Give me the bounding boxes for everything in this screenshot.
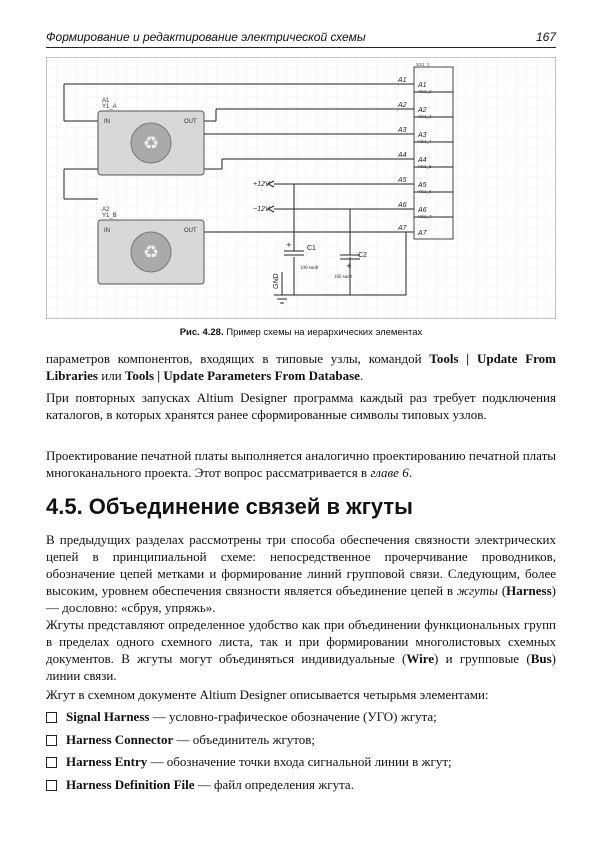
svg-text:C2: C2 <box>358 252 367 259</box>
section-heading: 4.5. Объединение связей в жгуты <box>46 494 413 519</box>
paragraph-6: Жгут в схемном документе Altium Designer описывается четырьмя элементами: <box>46 687 489 702</box>
svg-text:XS1_2: XS1_2 <box>418 89 432 94</box>
list-item: Harness Definition File — файл определения жгута. <box>46 777 556 800</box>
recycle-icon: ♻ <box>143 242 160 263</box>
list-item: Harness Connector — объединитель жгутов; <box>46 732 556 755</box>
svg-text:A2: A2 <box>102 207 110 213</box>
paragraph-1: параметров компонентов, входящих в типовые узлы, командой Tools | Update From Libraries или Tools | Update Parameters From Database. <box>46 351 556 383</box>
svg-text:A2: A2 <box>398 102 407 109</box>
page-header <box>46 30 556 46</box>
schematic-figure <box>46 57 556 319</box>
svg-text:XS1_1: XS1_1 <box>416 62 430 67</box>
paragraph-5: Жгуты представляют определенное удобство как при объединении функциональных групп в пределах одного схемного листа, так и при формировании многолистовых схемных документов. В жгуты могут объединяться индивидуальные (Wire) и групповые (Bus) линии связи. <box>46 617 556 683</box>
svg-text:A1: A1 <box>102 98 110 104</box>
svg-text:A7: A7 <box>398 225 407 232</box>
svg-text:OUT: OUT <box>184 119 197 125</box>
running-title: Формирование и редактирование электрической схемы <box>46 30 366 44</box>
svg-text:A1: A1 <box>418 82 427 89</box>
svg-text:100 мкФ: 100 мкФ <box>300 266 319 271</box>
svg-text:A5: A5 <box>418 182 427 189</box>
page-number: 167 <box>535 30 556 44</box>
checkbox-bullet-icon <box>46 780 57 791</box>
svg-text:XS1_5: XS1_5 <box>418 164 432 169</box>
list-item: Signal Harness — условно-графическое обозначение (УГО) жгута; <box>46 709 556 732</box>
svg-text:XS1_7: XS1_7 <box>418 214 432 219</box>
paragraph-3: Проектирование печатной платы выполняется аналогично проектированию печатной платы многоканального проекта. Этот вопрос рассматривается в главе 6. <box>46 448 556 480</box>
paragraph-2: При повторных запусках Altium Designer программа каждый раз требует подключения каталогов, в которых хранятся ранее сформированные символы типовых узлов. <box>46 390 556 422</box>
checkbox-bullet-icon <box>46 712 57 723</box>
svg-text:IN: IN <box>104 228 110 234</box>
svg-text:Y1_A: Y1_A <box>102 104 117 110</box>
svg-text:−12V: −12V <box>253 206 270 213</box>
paragraph-4: В предыдущих разделах рассмотрены три способа обеспечения связности электрических цепей в принципиальной схеме: непосредственное прочерчивание проводников, обозначение цепей метками и формирование линий групповой связи. Следующим, более высоким, уровнем обеспечения связности является объединение цепей в жгуты (Harness) — дословно: «сбруя, упряжь». <box>46 532 556 615</box>
header-rule <box>46 47 556 48</box>
svg-text:XS1_3: XS1_3 <box>418 114 432 119</box>
svg-text:XS1_4: XS1_4 <box>418 139 432 144</box>
svg-text:A3: A3 <box>398 127 407 134</box>
figure-caption: Рис. 4.28. Пример схемы на иерархических элементах <box>179 327 423 338</box>
svg-text:+: + <box>346 262 352 270</box>
list-item: Harness Entry — обозначение точки входа сигнальной линии в жгут; <box>46 754 556 777</box>
svg-text:IN: IN <box>104 119 110 125</box>
svg-text:GND: GND <box>273 273 280 289</box>
svg-text:A1: A1 <box>398 77 407 84</box>
checkbox-bullet-icon <box>46 735 57 746</box>
recycle-icon: ♻ <box>143 133 160 154</box>
svg-text:A5: A5 <box>398 177 407 184</box>
svg-text:A2: A2 <box>418 107 427 114</box>
svg-text:A4: A4 <box>398 152 407 159</box>
elements-list <box>46 709 556 799</box>
svg-text:A7: A7 <box>418 230 427 237</box>
svg-text:A3: A3 <box>418 132 427 139</box>
svg-text:A6: A6 <box>418 207 427 214</box>
svg-text:Y1_B: Y1_B <box>102 213 117 219</box>
svg-text:A4: A4 <box>418 157 427 164</box>
svg-text:A6: A6 <box>398 202 407 209</box>
svg-text:+: + <box>286 241 292 249</box>
svg-text:+12V: +12V <box>253 181 270 188</box>
checkbox-bullet-icon <box>46 757 57 768</box>
svg-text:100 мкФ: 100 мкФ <box>334 275 353 280</box>
svg-text:OUT: OUT <box>184 228 197 234</box>
svg-text:XS1_6: XS1_6 <box>418 189 432 194</box>
svg-text:C1: C1 <box>307 245 316 252</box>
